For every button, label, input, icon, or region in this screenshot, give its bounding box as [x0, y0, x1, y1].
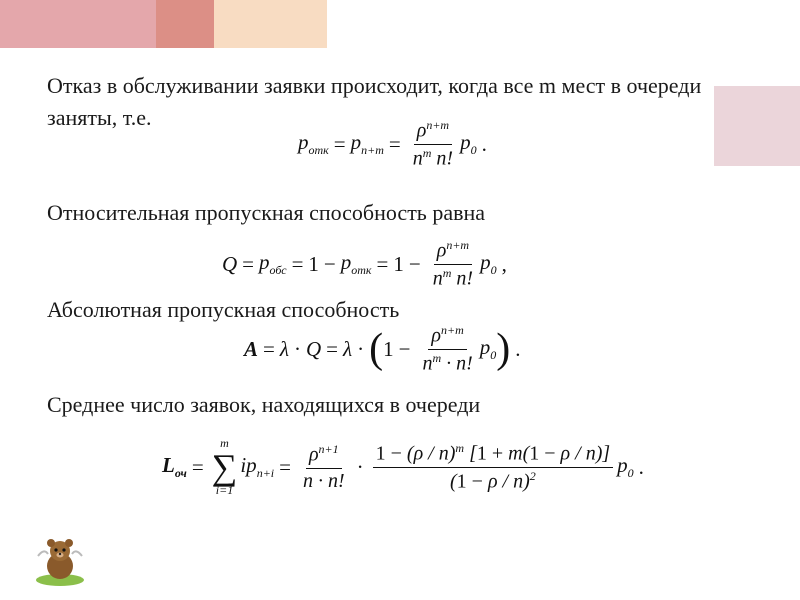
paragraph-refusal: Отказ в обслуживании заявки происходит, когда все m мест в очереди заняты, т.е. [47, 73, 702, 130]
formula-absolute-throughput: A = λ · Q = λ · ( 1 − $\frac{\rho^{n+m}}{n^m \cdot n!}$ $p_0$ ) . [244, 323, 521, 375]
paragraph-mean-queue: Среднее число заявок, находящихся в очереди [47, 392, 481, 417]
paragraph-absolute-throughput: Абсолютная пропускная способность [47, 297, 400, 322]
header-bar-pink [0, 0, 156, 48]
header-bar-coral [156, 0, 214, 48]
formula-mean-queue-length: $L_{оч}$ = m ∑ i=1 $ip_{n+i}$ = $\frac{\rho^{n+1}}{n \cdot n!}$ · $\frac{1 - (\rho / n)^m [1 + m(1 - \rho / n)]}{(1 - \rho / n)^2}$ $p_0$ . [162, 436, 644, 498]
formula-refusal-probability: $p_{отк}$ = $p_{n+m}$ = $\frac{\rho^{n+m}}{n^m n!}$ $p_0$ . [298, 118, 487, 170]
bear-mascot-icon [34, 536, 86, 586]
formula-relative-throughput: Q = $p_{обс}$ = 1 − $p_{отк}$ = 1 − $\frac{\rho^{n+m}}{n^m n!}$ $p_0$ , [222, 238, 507, 290]
header-bar-peach [214, 0, 327, 48]
paragraph-relative-throughput: Относительная пропускная способность равна [47, 200, 486, 225]
